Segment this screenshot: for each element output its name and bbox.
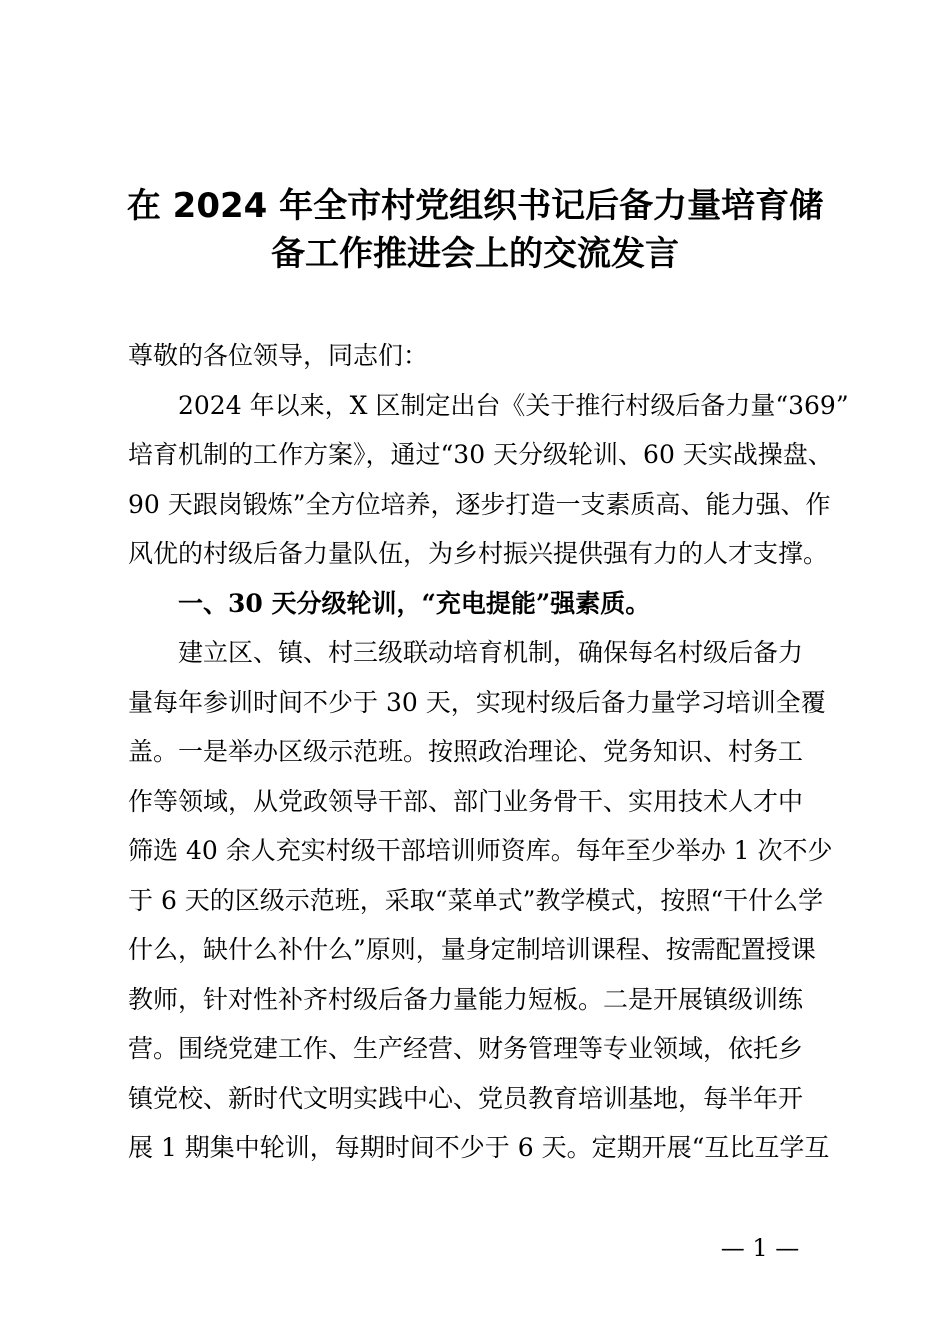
section-1-line: 展 1 期集中轮训，每期时间不少于 6 天。定期开展“互比互学互 bbox=[128, 1133, 830, 1162]
section-1-heading: 一、30 天分级轮训，“充电提能”强素质。 bbox=[178, 588, 651, 618]
title-line-1: 在 2024 年全市村党组织书记后备力量培育储 bbox=[126, 186, 824, 226]
intro-line: 90 天跟岗锻炼”全方位培养，逐步打造一支素质高、能力强、作 bbox=[128, 489, 831, 519]
intro-line: 2024 年以来，X 区制定出台《关于推行村级后备力量“369” bbox=[178, 390, 849, 420]
section-1-line: 量每年参训时间不少于 30 天，实现村级后备力量学习培训全覆 bbox=[128, 687, 826, 717]
title-line-2: 备工作推进会上的交流发言 bbox=[271, 234, 679, 274]
salutation: 尊敬的各位领导，同志们： bbox=[128, 341, 429, 370]
section-1-line: 于 6 天的区级示范班，采取“菜单式”教学模式，按照“干什么学 bbox=[128, 885, 824, 915]
section-1-paragraph bbox=[128, 628, 848, 1173]
section-1-line: 镇党校、新时代文明实践中心、党员教育培训基地，每半年开 bbox=[128, 1083, 804, 1113]
section-1-line: 营。围绕党建工作、生产经营、财务管理等专业领域，依托乡 bbox=[128, 1034, 804, 1063]
document-body bbox=[128, 331, 848, 1173]
section-1-line: 盖。一是举办区级示范班。按照政治理论、党务知识、村务工 bbox=[128, 737, 804, 766]
section-1-line: 建立区、镇、村三级联动培育机制，确保每名村级后备力 bbox=[178, 638, 804, 667]
intro-paragraph bbox=[128, 381, 848, 579]
page-number: — 1 — bbox=[720, 1234, 800, 1262]
section-1-line: 什么，缺什么补什么”原则，量身定制培训课程、按需配置授课 bbox=[128, 935, 816, 964]
section-1-line: 作等领域，从党政领导干部、部门业务骨干、实用技术人才中 bbox=[128, 786, 804, 816]
intro-line: 培育机制的工作方案》，通过“30 天分级轮训、60 天实战操盘、 bbox=[128, 440, 833, 469]
document-title bbox=[110, 182, 840, 278]
section-1-line: 教师，针对性补齐村级后备力量能力短板。二是开展镇级训练 bbox=[128, 984, 804, 1014]
section-1-line: 筛选 40 余人充实村级干部培训师资库。每年至少举办 1 次不少 bbox=[128, 836, 833, 865]
intro-line: 风优的村级后备力量队伍，为乡村振兴提供强有力的人才支撑。 bbox=[128, 539, 829, 568]
